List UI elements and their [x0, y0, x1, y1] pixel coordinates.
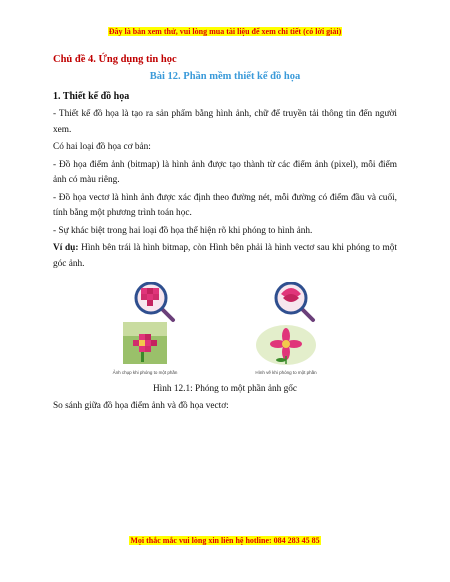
topic-title: Chủ đề 4. Ứng dụng tin học	[53, 54, 177, 65]
magnifier-icon	[136, 283, 173, 320]
paragraph-definition: - Thiết kế đồ họa là tạo ra sản phẩm bằng hình ảnh, chữ để truyền tải thông tin đến người xem.	[53, 109, 397, 135]
hotline-banner	[0, 536, 450, 545]
bitmap-label: Ảnh chụp khi phóng to một phần	[112, 370, 178, 375]
paragraph-difference: - Sự khác biệt trong hai loại đồ họa thể hiện rõ khi phóng to hình ảnh.	[53, 225, 313, 236]
hotline-text: Mọi thắc mắc vui lòng xin liên hệ hotline: 084 283 45 85	[130, 536, 320, 545]
paragraph-example	[53, 241, 397, 272]
document-body	[53, 52, 397, 272]
bitmap-example	[113, 283, 178, 375]
paragraph-bitmap: - Đồ họa điểm ảnh (bitmap) là hình ảnh được tạo thành từ các điểm ảnh (pixel), mỗi điểm ảnh có màu riêng.	[53, 159, 397, 185]
example-label: Ví dụ:	[53, 243, 79, 253]
vector-label: Hình vẽ khi phóng to một phần	[255, 370, 317, 375]
figure-illustration	[53, 282, 397, 378]
figure-zoom-comparison	[53, 282, 397, 378]
magnifier-icon	[276, 283, 313, 320]
preview-notice-banner	[0, 27, 450, 36]
preview-notice-text: Đây là bản xem thử, vui lòng mua tài liệu để xem chi tiết (có lời giải)	[108, 27, 342, 36]
paragraph-two-types: Có hai loại đồ họa cơ bản:	[53, 142, 151, 152]
vector-example	[255, 283, 317, 375]
figure-caption: Hình 12.1: Phóng to một phần ảnh gốc	[152, 384, 298, 394]
section-heading: 1. Thiết kế đồ họa	[53, 91, 130, 102]
example-text: Hình bên trái là hình bitmap, còn Hình bên phải là hình vectơ sau khi phóng to một góc ảnh.	[53, 243, 398, 269]
paragraph-vector: - Đồ họa vectơ là hình ảnh được xác định theo đường nét, mỗi đường có điểm đầu và cuối, tính bằng một phương trình toán học.	[53, 192, 397, 218]
lesson-title: Bài 12. Phần mềm thiết kế đồ họa	[149, 71, 301, 82]
comparison-intro: So sánh giữa đồ họa điểm ảnh và đồ họa vectơ:	[53, 401, 229, 411]
